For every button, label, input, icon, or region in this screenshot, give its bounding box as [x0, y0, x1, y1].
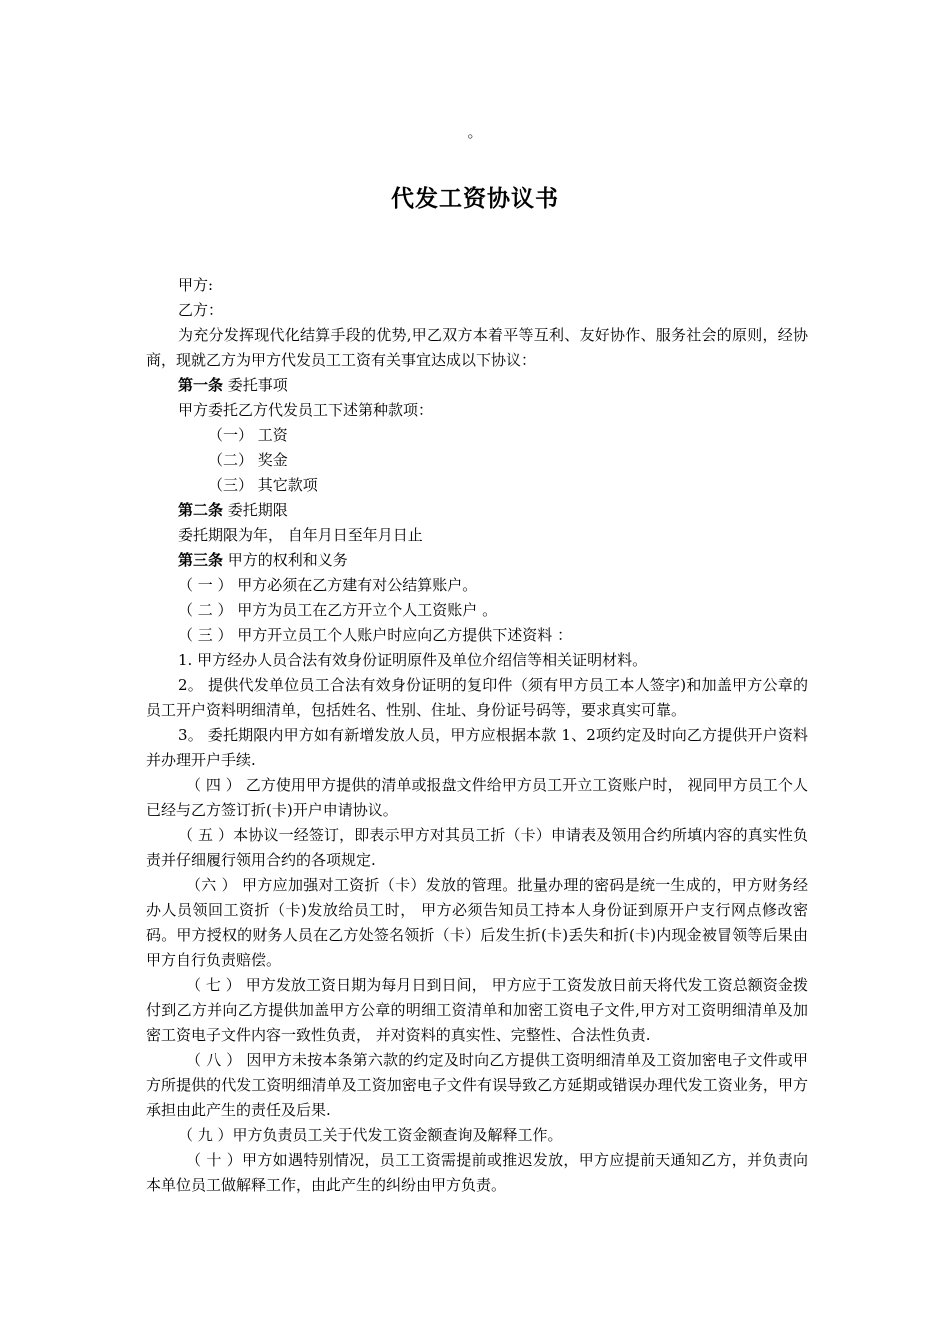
article-3-title: 甲方的权利和义务: [223, 551, 348, 569]
clause-4: （ 四 ） 乙方使用甲方提供的清单或报盘文件给甲方员工开立工资账户时， 视同甲方员工个人已经与乙方签订折(卡)开户申请协议。: [146, 776, 808, 819]
clause-3-item-3: 3。 委托期限内甲方如有新增发放人员，甲方应根据本款 1、2项约定及时向乙方提供开户资料并办理开户手续.: [146, 726, 808, 769]
clause-2: （ 二 ） 甲方为员工在乙方开立个人工资账户 。: [178, 601, 498, 619]
article-1-title: 委托事项: [223, 376, 288, 394]
clause-10: （ 十 ）甲方如遇特别情况，员工工资需提前或推迟发放，甲方应提前天通知乙方，并负责向本单位员工做解释工作，由此产生的纠纷由甲方负责。: [146, 1151, 808, 1194]
clause-3: （ 三 ） 甲方开立员工个人账户时应向乙方提供下述资料 ：: [178, 626, 573, 644]
clause-6: （六 ） 甲方应加强对工资折（卡）发放的管理。批量办理的密码是统一生成的，甲方财务经办人员领回工资折（卡)发放给员工时， 甲方必须告知员工持本人身份证到原开户支行网点修改密码。甲方授权的财务人员在乙方处签名领折（卡）后发生折(卡)丢失和折(卡)内现金被冒领等后果由甲方自行负责赔偿。: [146, 876, 808, 969]
top-mark: 。: [467, 123, 483, 141]
clause-5: （ 五 ）本协议一经签订，即表示甲方对其员工折（卡）申请表及领用合约所填内容的真实性负责并仔细履行领用合约的各项规定.: [146, 826, 808, 869]
clause-8: （ 八 ） 因甲方未按本条第六款的约定及时向乙方提供工资明细清单及工资加密电子文件或甲方所提供的代发工资明细清单及工资加密电子文件有误导致乙方延期或错误办理代发工资业务，甲方承担由此产生的责任及后果.: [146, 1051, 808, 1119]
article-1-number: 第一条: [178, 376, 224, 394]
party-b: 乙方：: [178, 301, 224, 319]
clause-9: （ 九 ）甲方负责员工关于代发工资金额查询及解释工作。: [178, 1126, 563, 1144]
article-3-heading: [146, 548, 808, 573]
party-a: 甲方:: [178, 276, 214, 294]
article-1-item: （三） 其它款项: [208, 476, 318, 494]
article-3-number: 第三条: [178, 551, 224, 569]
document-title: 代发工资协议书: [391, 185, 559, 212]
article-2-text: 委托期限为年， 自年月日至年月日止: [178, 526, 423, 544]
article-1-item: （二） 奖金: [208, 451, 288, 469]
clause-1: （ 一 ） 甲方必须在乙方建有对公结算账户。: [178, 576, 478, 594]
article-2-heading: [146, 498, 808, 523]
article-2-number: 第二条: [178, 501, 224, 519]
article-2-title: 委托期限: [223, 501, 288, 519]
clause-3-item-1: 1. 甲方经办人员合法有效身份证明原件及单位介绍信等相关证明材料。: [178, 651, 648, 669]
article-1-heading: [146, 373, 808, 398]
clause-7: （ 七 ） 甲方发放工资日期为每月日到日间， 甲方应于工资发放日前天将代发工资总额资金拨付到乙方并向乙方提供加盖甲方公章的明细工资清单和加密工资电子文件,甲方对工资明细清单及加密工资电子文件内容一致性负责， 并对资料的真实性、完整性、合法性负责.: [146, 976, 808, 1044]
clause-3-item-2: 2。 提供代发单位员工合法有效身份证明的复印件（须有甲方员工本人签字)和加盖甲方公章的员工开户资料明细清单，包括姓名、性别、住址、身份证号码等，要求真实可靠。: [146, 676, 808, 719]
article-1-text: 甲方委托乙方代发员工下述第种款项：: [178, 401, 434, 419]
article-1-item: （一） 工资: [208, 426, 288, 444]
document-body: [146, 273, 808, 1198]
intro-paragraph: 为充分发挥现代化结算手段的优势,甲乙双方本着平等互利、友好协作、服务社会的原则，经协商，现就乙方为甲方代发员工工资有关事宜达成以下协议：: [146, 326, 808, 369]
